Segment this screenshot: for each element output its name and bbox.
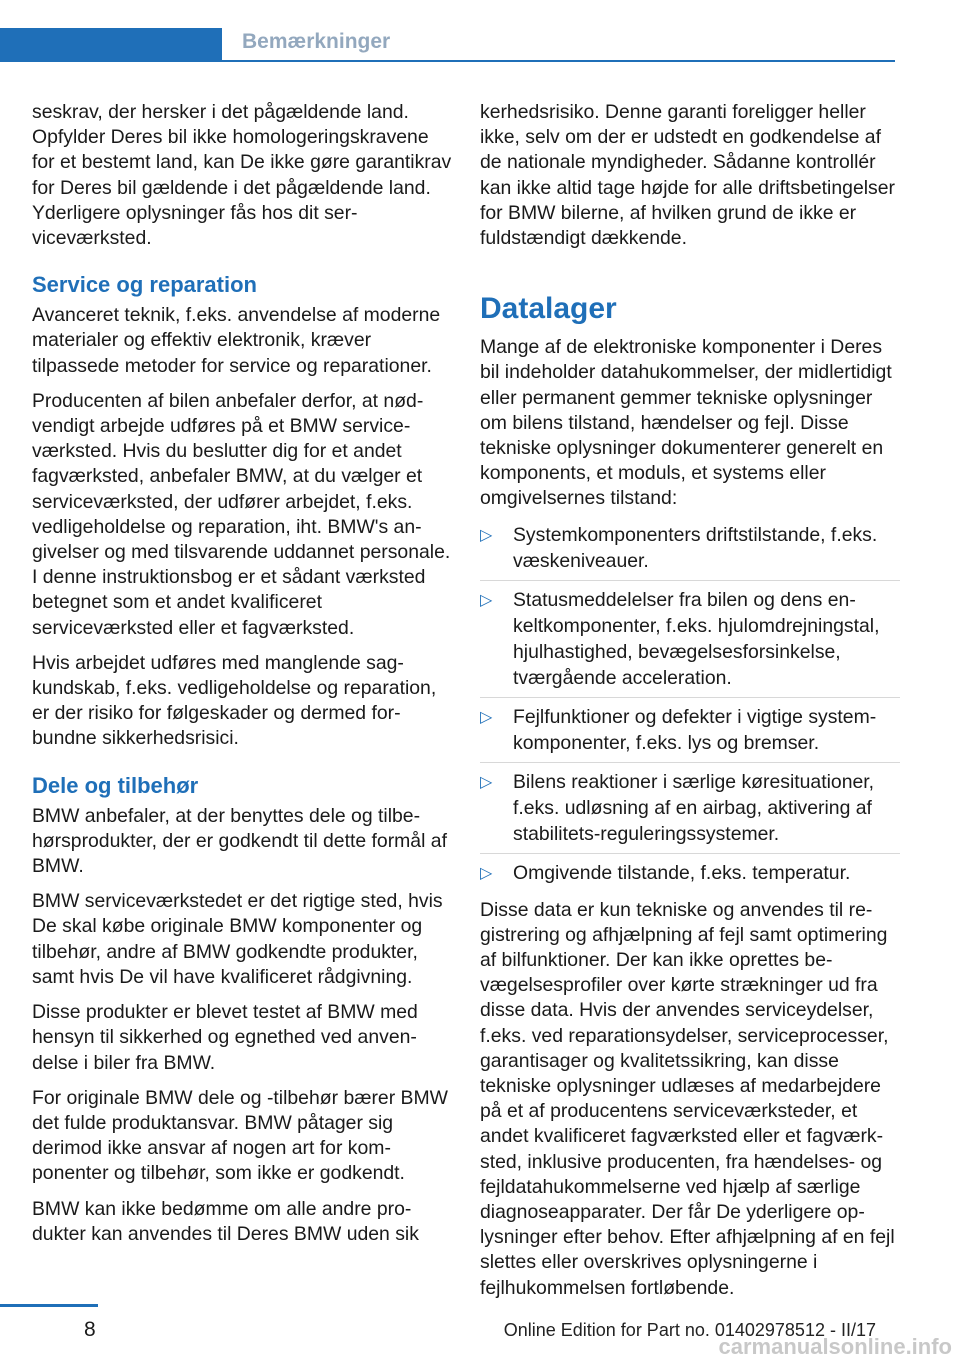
continued-paragraph: kerhedsrisiko. Denne garanti foreligger heller ikke, selv om der er udstedt en godkendelse af de nationale myndigheder. Sådanne kontrollér kan ikke altid tage højde for alle driftsbetingelser for BMW bilerne, af hvilken grund de ikke er fuldstændigt dækkende.	[480, 101, 895, 250]
list-item-text: Systemkomponenters driftstilstande, f.eks. væskeniveauer.	[513, 523, 878, 572]
parts-paragraph-2: BMW serviceværkstedet er det rigtige sted, hvis De skal købe originale BMW komponenter og tilbehør, andre af BMW godkendte produkter, samt hvis De vil have kvalificeret rådgivning.	[32, 890, 443, 988]
list-item	[480, 860, 900, 892]
right-column	[480, 100, 900, 1311]
list-item-text: Omgivende tilstande, f.eks. temperatur.	[513, 861, 851, 884]
triangle-bullet-icon: ▷	[480, 708, 493, 726]
site-watermark: carmanualsonline.info	[718, 1334, 952, 1359]
list-item-text: Fejlfunktioner og defekter i vigtige systemkomponenter, f.eks. lys og bremser.	[513, 705, 877, 754]
datalager-heading: Datalager	[480, 292, 617, 326]
triangle-bullet-icon: ▷	[480, 526, 493, 544]
service-paragraph-1: Avanceret teknik, f.eks. anvendelse af moderne materialer og effektiv elektronik, kræver tilpassede metoder for service og reparationer.	[32, 304, 441, 377]
triangle-bullet-icon: ▷	[480, 773, 493, 791]
edition-label: Online Edition for Part no. 01402978512 - II/17	[503, 1320, 876, 1340]
datalager-paragraph-2: Disse data er kun tekniske og anvendes til registrering og afhjælpning af fejl samt optimering af bilfunktioner. Der kan ikke oprettes bevægelsesprofiler over kørte strækninger ud fra disse data. Hvis der anvendes serviceydelser, f.eks. ved reparationsydelser, serviceprocesser, garantisager og kvalitetssikring, kan disse tekniske oplysninger udlæses af medarbejdere på et af producentens serviceværksteder, et andet kvalificeret fagværksted eller et fagværksted, inklusive producenten, fra hændelses- og fejldatahukommelserne ved hjælp af særlige diagnoseapparater. Der får De yderligere oplysninger efter behov. Efter afhjælpning af en fejl slettes eller overskrives oplysningerne i fejlhukommelsen fortløbende.	[480, 898, 895, 1299]
list-item	[480, 704, 900, 763]
header-accent-bar	[0, 28, 222, 62]
list-item-text: Statusmeddelelser fra bilen og dens enkeltkomponenter, f.eks. hjulomdrejningstal, hjulhastighed, bevægelsesforsinkelse, tværgående acceleration.	[513, 588, 880, 689]
list-item-text: Bilens reaktioner i særlige køresituationer, f.eks. udløsning af en airbag, aktivering af stabilitets-reguleringssystemer.	[513, 770, 875, 845]
parts-paragraph-3: Disse produkter er blevet testet af BMW med hensyn til sikkerhed og egnethed ved anvendelse i biler fra BMW.	[32, 1001, 418, 1074]
left-column	[32, 100, 452, 1257]
triangle-bullet-icon: ▷	[480, 591, 493, 609]
list-item	[480, 522, 900, 581]
service-paragraph-2: Producenten af bilen anbefaler derfor, at nødvendigt arbejde udføres på et BMW serviceværksted. Hvis du beslutter dig for et andet fagværksted, anbefaler BMW, at du vælger et serviceværksted, der udfører arbejdet, f.eks. vedligeholdelse og reparation, iht. BMW's angivelser og med tilsvarende uddannet personale. I denne instruktionsbog er et sådant værksted betegnet som et andet kvalificeret serviceværksted eller et fagværksted.	[32, 389, 451, 639]
header-divider	[222, 60, 895, 62]
datalager-paragraph-1: Mange af de elektroniske komponenter i Deres bil indeholder datahukommelser, der midlertidigt eller permanent gemmer tekniske oplysninger om bilens tilstand, hændelser og fejl. Disse tekniske oplysninger dokumenterer generelt en komponents, et moduls, et systems eller omgivelsernes tilstand:	[480, 336, 892, 510]
service-heading: Service og reparation	[32, 272, 257, 298]
service-paragraph-3: Hvis arbejdet udføres med manglende sagkundskab, f.eks. vedligeholdelse og reparation, er der risiko for følgeskader og dermed forbundne sikkerhedsrisici.	[32, 651, 437, 750]
page-header-title: Bemærkninger	[242, 30, 391, 53]
triangle-bullet-icon: ▷	[480, 864, 493, 882]
list-item	[480, 769, 900, 854]
parts-paragraph-1: BMW anbefaler, at der benyttes dele og tilbehørsprodukter, der er godkendt til dette formål af BMW.	[32, 804, 447, 878]
parts-paragraph-5: BMW kan ikke bedømme om alle andre produkter kan anvendes til Deres BMW uden sik	[32, 1197, 419, 1245]
footer-accent-rule	[0, 1304, 98, 1307]
list-item	[480, 587, 900, 698]
page-number: 8	[84, 1318, 96, 1341]
parts-heading: Dele og tilbehør	[32, 772, 199, 798]
data-types-list	[480, 522, 900, 892]
parts-paragraph-4: For originale BMW dele og -tilbehør bærer BMW det fulde produktansvar. BMW påtager sig derimod ikke ansvar af nogen art for komponenter og tilbehør, som ikke er godkendt.	[32, 1086, 448, 1185]
intro-paragraph: seskrav, der hersker i det pågældende land. Opfylder Deres bil ikke homologeringskravene for et bestemt land, kan De ikke gøre garantikrav for Deres bil gældende i det pågældende land. Yderligere oplysninger fås hos dit serviceværksted.	[32, 101, 452, 250]
